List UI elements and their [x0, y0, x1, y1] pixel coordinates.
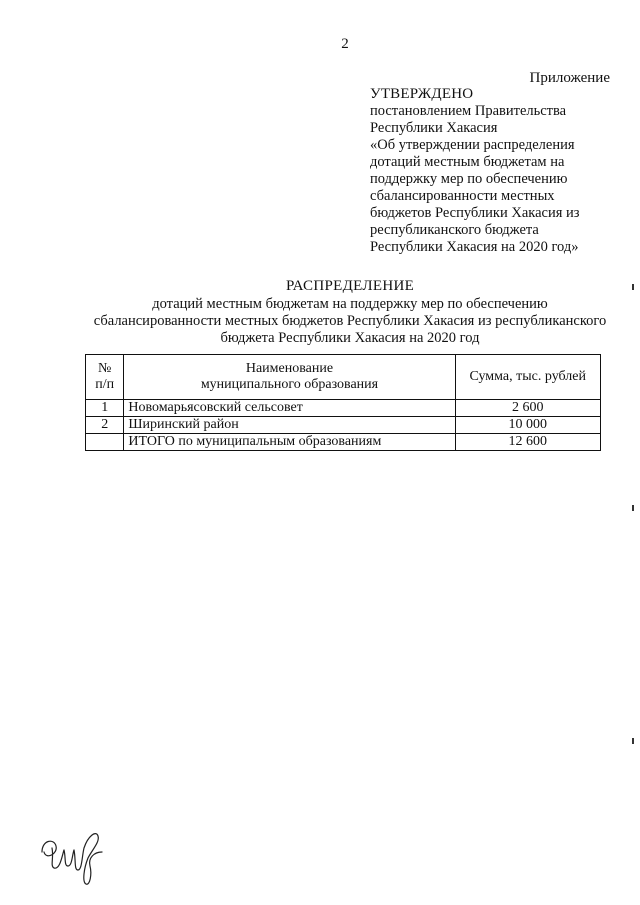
- header-name-line2: муниципального образования: [200, 377, 379, 392]
- approved-word: УТВЕРЖДЕНО: [370, 86, 474, 102]
- row-number: 1: [86, 400, 124, 417]
- appendix-label: Приложение: [529, 70, 610, 86]
- page-number: 2: [341, 36, 349, 52]
- approval-line: Республики Хакасия на 2020 год»: [370, 239, 579, 255]
- approval-line: Республики Хакасия: [370, 120, 498, 136]
- approval-line: «Об утверждении распределения: [370, 137, 575, 153]
- document-subtitle-line: сбалансированности местных бюджетов Республики Хакасия из республиканского: [93, 313, 607, 329]
- scan-edge-mark: [632, 738, 634, 744]
- table-row: [86, 417, 601, 434]
- document-title: РАСПРЕДЕЛЕНИЕ: [285, 278, 415, 294]
- row-sum: 10 000: [455, 417, 601, 434]
- row-sum: 12 600: [455, 434, 601, 451]
- scan-edge-mark: [632, 505, 634, 511]
- header-number: [86, 355, 124, 400]
- header-number-symbol: №: [98, 361, 112, 376]
- handwritten-signature: [38, 826, 110, 892]
- row-number: 2: [86, 417, 124, 434]
- table-total-row: [86, 434, 601, 451]
- table-row: [86, 400, 601, 417]
- approval-line: сбалансированности местных: [370, 188, 555, 204]
- row-sum: 2 600: [455, 400, 601, 417]
- document-subtitle-line: дотаций местным бюджетам на поддержку мер по обеспечению: [152, 296, 548, 312]
- approval-line: бюджетов Республики Хакасия из: [370, 205, 580, 221]
- table-header-row: [86, 355, 601, 400]
- header-sum: Сумма, тыс. рублей: [455, 355, 601, 400]
- approval-line: республиканского бюджета: [370, 222, 539, 238]
- approval-line: дотаций местным бюджетам на: [370, 154, 565, 170]
- approval-line: поддержку мер по обеспечению: [370, 171, 568, 187]
- document-subtitle-line: бюджета Республики Хакасия на 2020 год: [220, 330, 480, 346]
- row-name: ИТОГО по муниципальным образованиям: [124, 434, 455, 451]
- header-number-abbr: п/п: [95, 377, 115, 392]
- approval-block: [370, 86, 620, 256]
- row-name: Новомарьясовский сельсовет: [124, 400, 455, 417]
- header-name: [124, 355, 455, 400]
- approval-line: постановлением Правительства: [370, 103, 567, 119]
- document-title-block: [70, 278, 630, 347]
- row-name: Ширинский район: [124, 417, 455, 434]
- row-number: [86, 434, 124, 451]
- header-name-line1: Наименование: [245, 361, 334, 376]
- scan-edge-mark: [632, 284, 634, 290]
- distribution-table: [85, 354, 601, 451]
